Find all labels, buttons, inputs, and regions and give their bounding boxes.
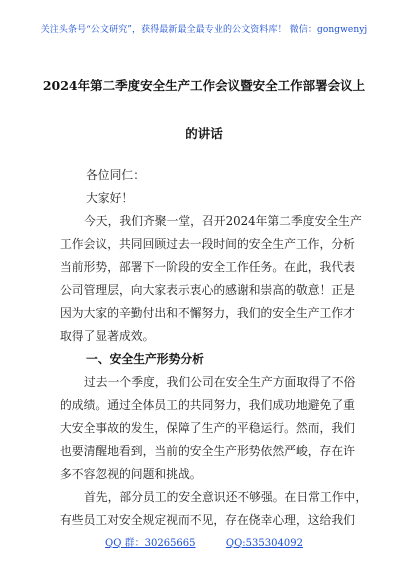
paragraph-line: 多不容忽视的问题和挑战。 <box>60 467 202 481</box>
paragraph-line: 有些员工对安全规定视而不见，存在侥幸心理，这给我们 <box>60 513 355 527</box>
salutation: 各位同仁： <box>86 168 145 182</box>
paragraph-line: 当前形势，部署下一阶段的安全工作任务。在此，我代表 <box>60 260 355 274</box>
paragraph-line: 首先，部分员工的安全意识还不够强。在日常工作中， <box>84 490 368 504</box>
section-heading: 一、安全生产形势分析 <box>86 352 204 366</box>
paragraph-line: 今天，我们齐聚一堂，召开2024年第二季度安全生产 <box>84 214 362 228</box>
paragraph-line: 因为大家的辛勤付出和不懈努力，我们的安全生产工作才 <box>60 306 355 320</box>
document-title-line-1: 2024年第二季度安全生产工作会议暨安全工作部署会议上 <box>42 78 366 93</box>
paragraph-opening <box>60 210 362 348</box>
paragraph-line: 的成绩。通过全体员工的共同努力，我们成功地避免了重 <box>60 398 355 412</box>
paragraph-line: 取得了显著成效。 <box>60 329 155 343</box>
paragraph-line: 大安全事故的发生，保障了生产的平稳运行。然而，我们 <box>60 421 355 435</box>
paragraph-line: 公司管理层，向大家表示衷心的感谢和崇高的敬意！正是 <box>60 283 355 297</box>
qq-contact-link[interactable]: QQ:535304092 <box>225 538 303 549</box>
greeting: 大家好！ <box>86 191 134 205</box>
document-title-line-2: 的讲话 <box>185 126 223 141</box>
paragraph-situation <box>60 371 356 486</box>
top-banner: 关注头条号“公文研究”，获得最新最全最专业的公文资料库！ 微信：gongwenyj <box>40 25 368 35</box>
qq-group-link[interactable]: QQ 群：30265665 <box>105 538 196 549</box>
paragraph-line: 工作会议，共同回顾过去一段时间的安全生产工作，分析 <box>60 237 355 251</box>
paragraph-line: 也要清醒地看到，当前的安全生产形势依然严峻，存在许 <box>60 444 355 458</box>
paragraph-awareness <box>60 486 368 532</box>
paragraph-line: 过去一个季度，我们公司在安全生产方面取得了不俗 <box>84 375 356 389</box>
footer <box>0 534 408 549</box>
